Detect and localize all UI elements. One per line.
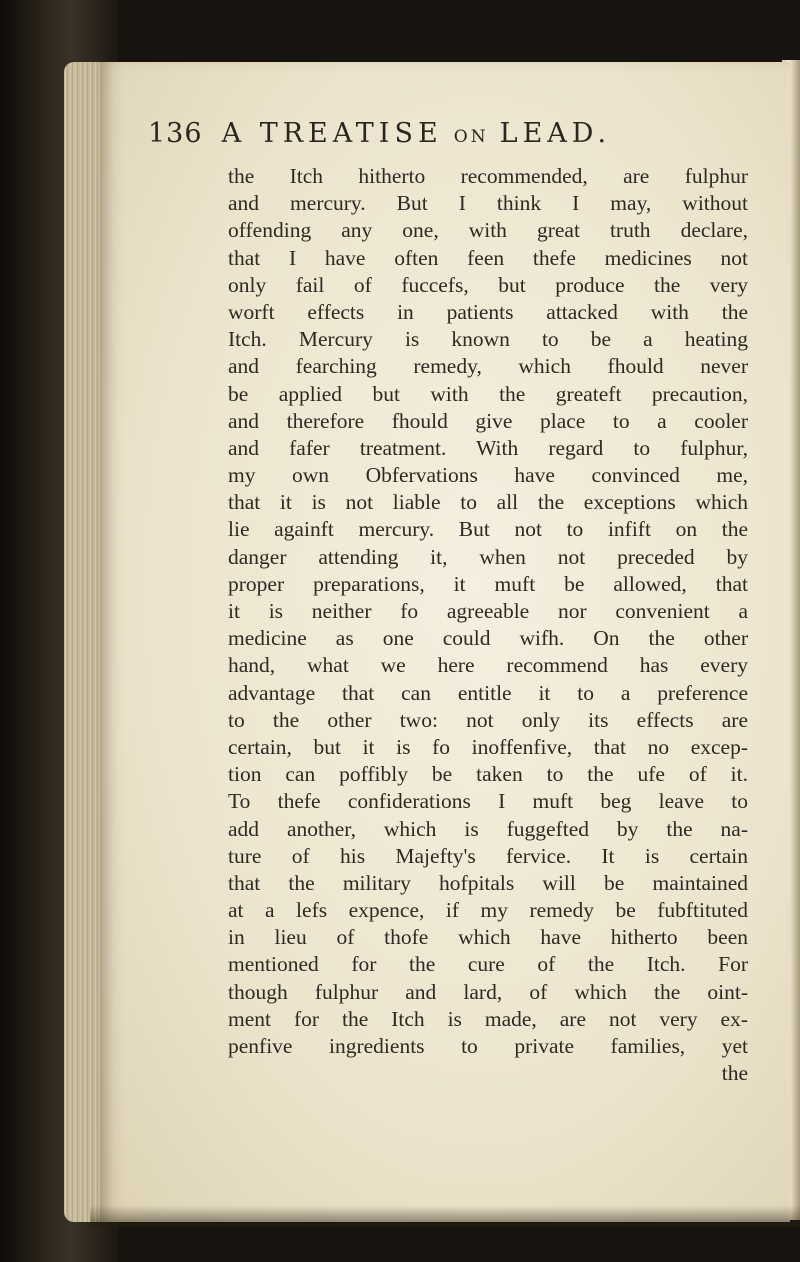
text-line: danger attending it, when not preceded by xyxy=(228,544,748,569)
text-line: add another, which is fuggefted by the na- xyxy=(228,816,748,841)
text-line: To thefe confiderations I muft beg leave to xyxy=(228,789,748,814)
text-line: mentioned for the cure of the Itch. For xyxy=(228,952,748,977)
catchword: the xyxy=(721,1061,748,1086)
text-line: that it is not liable to all the exceptions which xyxy=(228,490,748,515)
text-line: advantage that can entitle it to a preference xyxy=(228,680,748,705)
text-line: certain, but it is fo inoffenfive, that no excep- xyxy=(228,734,748,759)
text-line: medicine as one could wifh. On the other xyxy=(228,626,748,651)
text-line: to the other two: not only its effects are xyxy=(228,707,748,732)
text-line: penfive ingredients to private families, yet xyxy=(228,1034,748,1058)
running-head xyxy=(148,118,748,158)
text-line: and fearching remedy, which fhould never xyxy=(228,354,748,379)
text-line: that the military hofpitals will be maintained xyxy=(228,870,748,895)
text-line: in lieu of thofe which have hitherto been xyxy=(228,925,748,950)
body-text xyxy=(228,163,748,1087)
text-line: ment for the Itch is made, are not very ex- xyxy=(228,1006,748,1031)
text-line: though fulphur and lard, of which the oint- xyxy=(228,979,748,1004)
text-line: be applied but with the greateft precaution, xyxy=(228,381,748,406)
page-number: 136 xyxy=(148,118,203,149)
text-line: the Itch hitherto recommended, are fulphur xyxy=(228,164,748,188)
text-line: at a lefs expence, if my remedy be fubftituted xyxy=(228,898,748,923)
text-line: worft effects in patients attacked with the xyxy=(228,299,748,324)
running-title-connector: ON xyxy=(453,127,489,147)
text-line: hand, what we here recommend has every xyxy=(228,653,748,678)
text-line: ture of his Majefty's fervice. It is certain xyxy=(228,843,748,868)
text-line: only fail of fuccefs, but produce the very xyxy=(228,272,748,297)
text-line: lie againft mercury. But not to infift on the xyxy=(228,517,748,542)
running-title-subject: LEAD. xyxy=(499,118,612,149)
bottom-shadow xyxy=(90,1205,800,1227)
text-line: offending any one, with great truth declare, xyxy=(228,218,748,243)
text-line: that I have often feen thefe medicines not xyxy=(228,245,748,270)
running-title: A TREATISE xyxy=(221,118,443,149)
text-line: tion can poffibly be taken to the ufe of it. xyxy=(228,762,748,787)
text-line: my own Obfervations have convinced me, xyxy=(228,463,748,488)
text-line: and mercury. But I think I may, without xyxy=(228,191,748,216)
text-line: it is neither fo agreeable nor convenient a xyxy=(228,599,748,623)
text-line: Itch. Mercury is known to be a heating xyxy=(228,327,748,352)
text-line: proper preparations, it muft be allowed, that xyxy=(228,571,748,596)
text-line: and fafer treatment. With regard to fulphur, xyxy=(228,435,748,460)
text-line: and therefore fhould give place to a cooler xyxy=(228,408,748,433)
